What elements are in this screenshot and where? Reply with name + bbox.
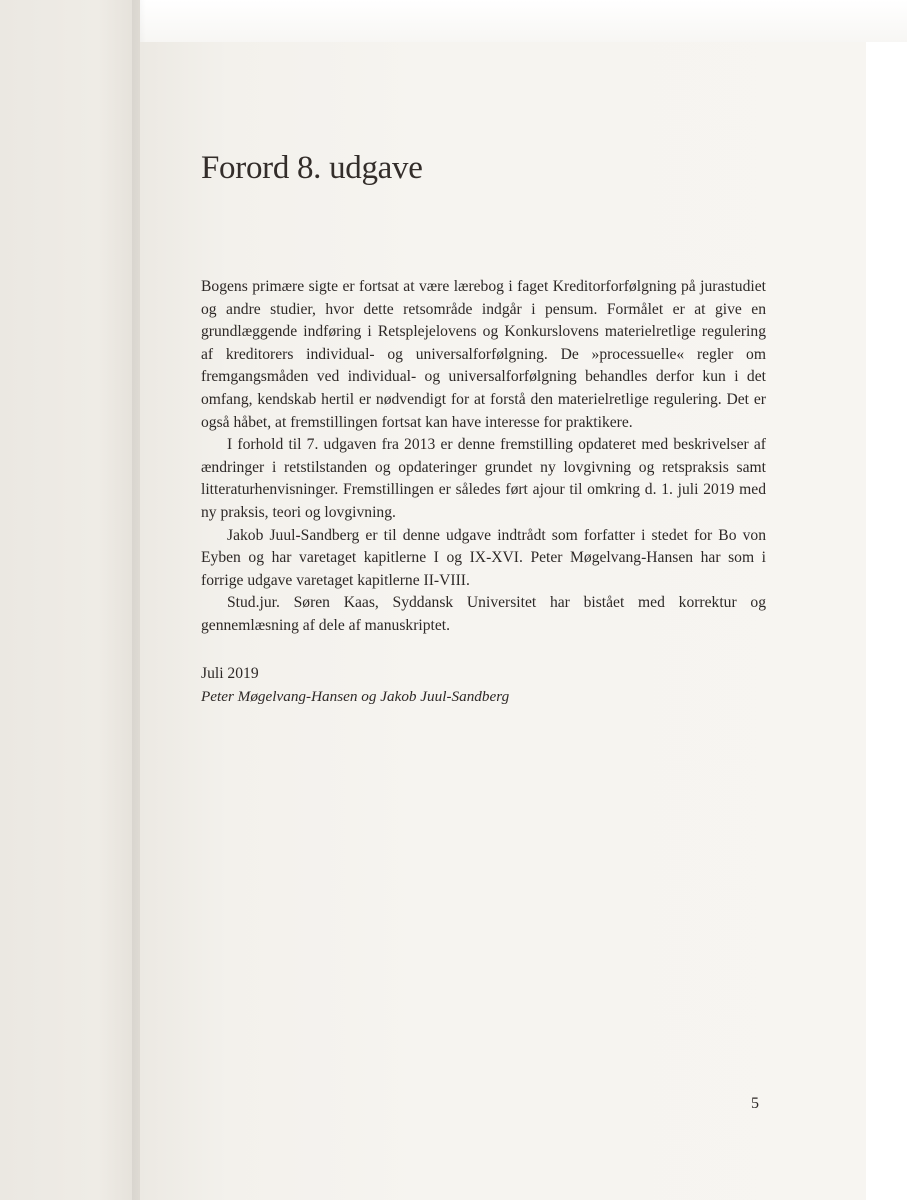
preface-body	[201, 276, 766, 638]
page-number: 5	[751, 1095, 759, 1112]
preface-paragraph-3: Jakob Juul-Sandberg er til denne udgave indtrådt som forfatter i stedet for Bo von Eyben og har varetaget kapitlerne I og IX-XVI. Peter Møgelvang-Hansen har som i forrige udgave varetaget kapitlerne II-VIII.	[201, 526, 766, 589]
left-page-edge	[0, 0, 140, 1200]
preface-paragraph-4: Stud.jur. Søren Kaas, Syddansk Universitet har bistået med korrektur og gennemlæsning af dele af manuskriptet.	[201, 594, 766, 634]
page-title: Forord 8. udgave	[201, 150, 423, 186]
preface-date: Juli 2019	[201, 665, 259, 682]
preface-authors: Peter Møgelvang-Hansen og Jakob Juul-Sandberg	[201, 688, 510, 705]
preface-paragraph-2: I forhold til 7. udgaven fra 2013 er denne fremstilling opdateret med beskrivelser af ændringer i retstilstanden og opdateringer grundet ny lovgivning og retspraksis samt litteraturhenvisninger. Fremstillingen er således ført ajour til omkring d. 1. juli 2019 med ny praksis, teori og lovgivning.	[201, 436, 766, 521]
scan-right-margin	[866, 42, 907, 1200]
preface-paragraph-1: Bogens primære sigte er fortsat at være lærebog i faget Kreditorforfølgning på jurastudiet og andre studier, hvor dette retsområde indgår i pensum. Formålet er at give en grundlæggende indføring i Retsplejelovens og Konkurslovens materielretlige regulering af kreditorers individual- og universalforfølgning. De »processuelle« regler om fremgangsmåden ved individual- og universalforfølgning behandles derfor kun i det omfang, kendskab hertil er nødvendigt for at forstå den materielretlige regulering. Det er også håbet, at fremstillingen fortsat kan have interesse for praktikere.	[201, 278, 766, 431]
